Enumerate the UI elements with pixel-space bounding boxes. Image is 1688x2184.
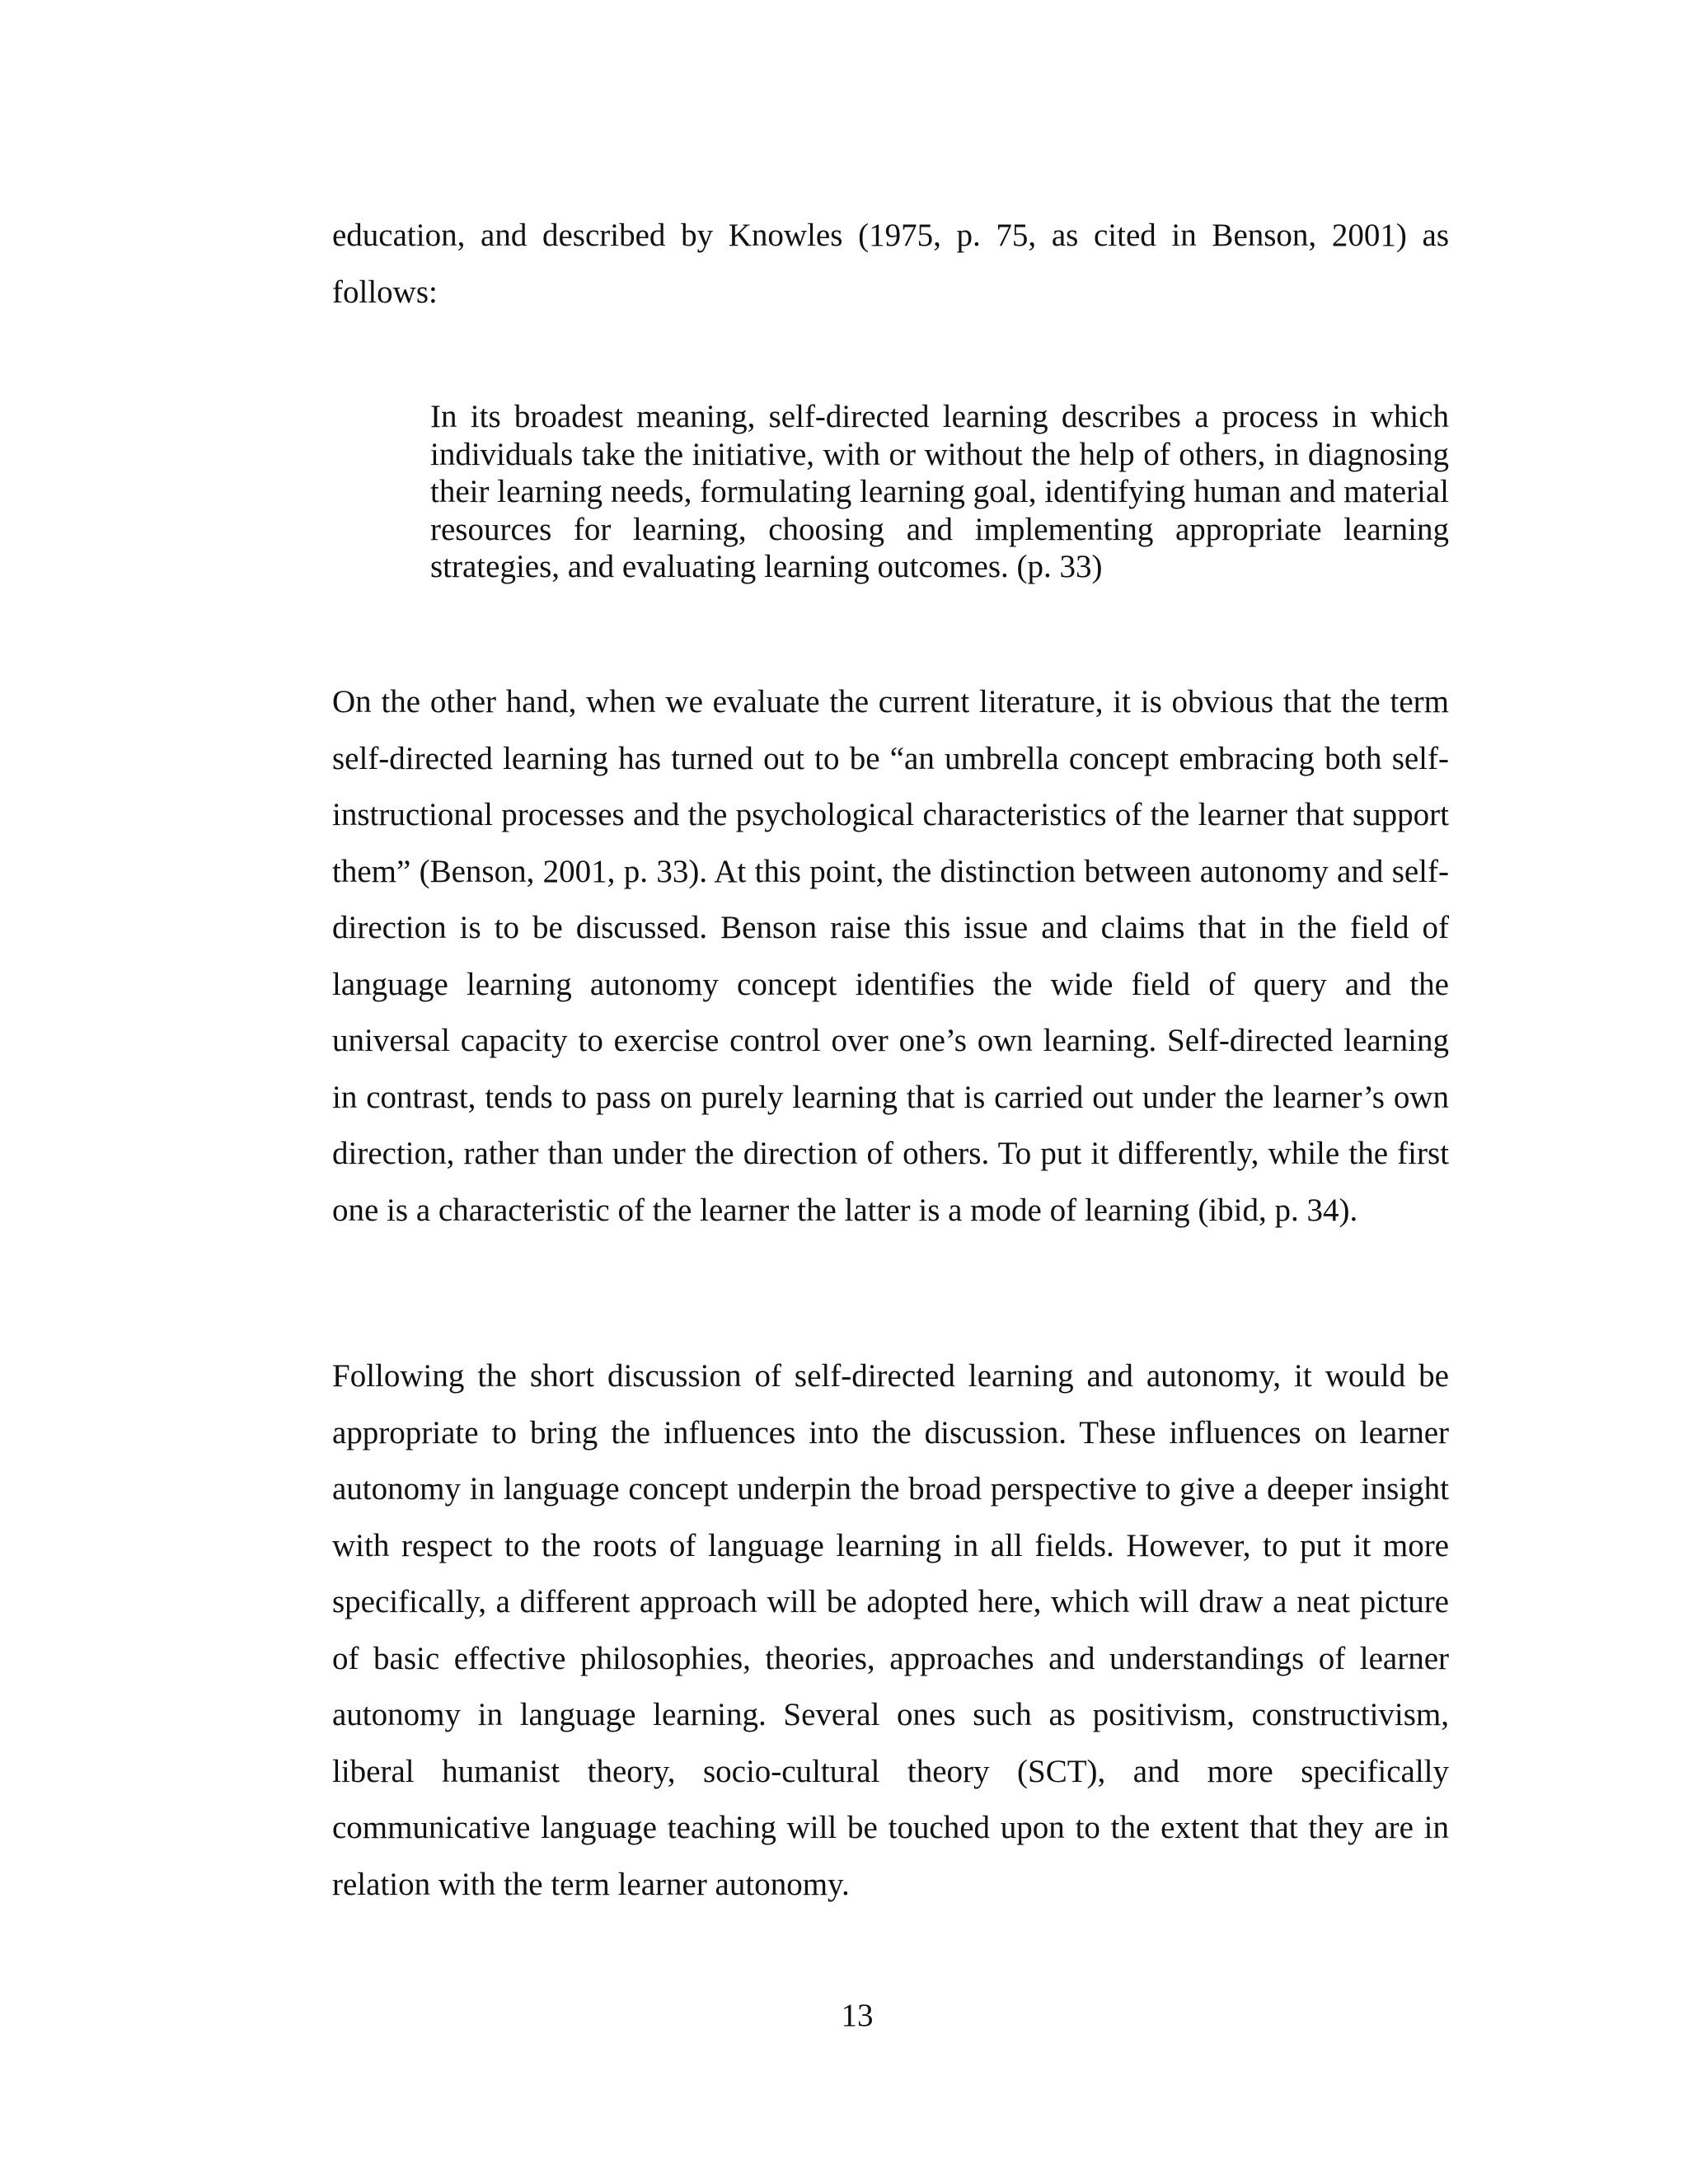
block-quote: In its broadest meaning, self-directed learning describes a process in which individuals take the initiative, with or without the help of others, in diagnosing their learning needs, formulating learning goal, identifying human and material resources for learning, choosing and implementing appropriate learning strategies, and evaluating learning outcomes. (p. 33): [430, 399, 1449, 584]
paragraph-intro: education, and described by Knowles (1975, p. 75, as cited in Benson, 2001) as follows:: [332, 218, 1449, 310]
page-number: 13: [841, 1998, 874, 2033]
paragraph-following: Following the short discussion of self-directed learning and autonomy, it would be appropriate to bring the influences into the discussion. These influences on learner autonomy in language concept underpin the broad perspective to give a deeper insight with respect to the roots of language learning in all fields. However, to put it more specifically, a different approach will be adopted here, which will draw a neat picture of basic effective philosophies, theories, approaches and understandings of learner autonomy in language learning. Several ones such as positivism, constructivism, liberal humanist theory, socio-cultural theory (SCT), and more specifically communicative language teaching will be touched upon to the extent that they are in relation with the term learner autonomy.: [332, 1358, 1449, 1902]
paragraph-other-hand: On the other hand, when we evaluate the current literature, it is obvious that the term self-directed learning has turned out to be “an umbrella concept embracing both self-instructional processes and the psychological characteristics of the learner that support them” (Benson, 2001, p. 33). At this point, the distinction between autonomy and self-direction is to be discussed. Benson raise this issue and claims that in the field of language learning autonomy concept identifies the wide field of query and the universal capacity to exercise control over one’s own learning. Self-directed learning in contrast, tends to pass on purely learning that is carried out under the learner’s own direction, rather than under the direction of others. To put it differently, while the first one is a characteristic of the learner the latter is a mode of learning (ibid, p. 34).: [332, 684, 1449, 1228]
